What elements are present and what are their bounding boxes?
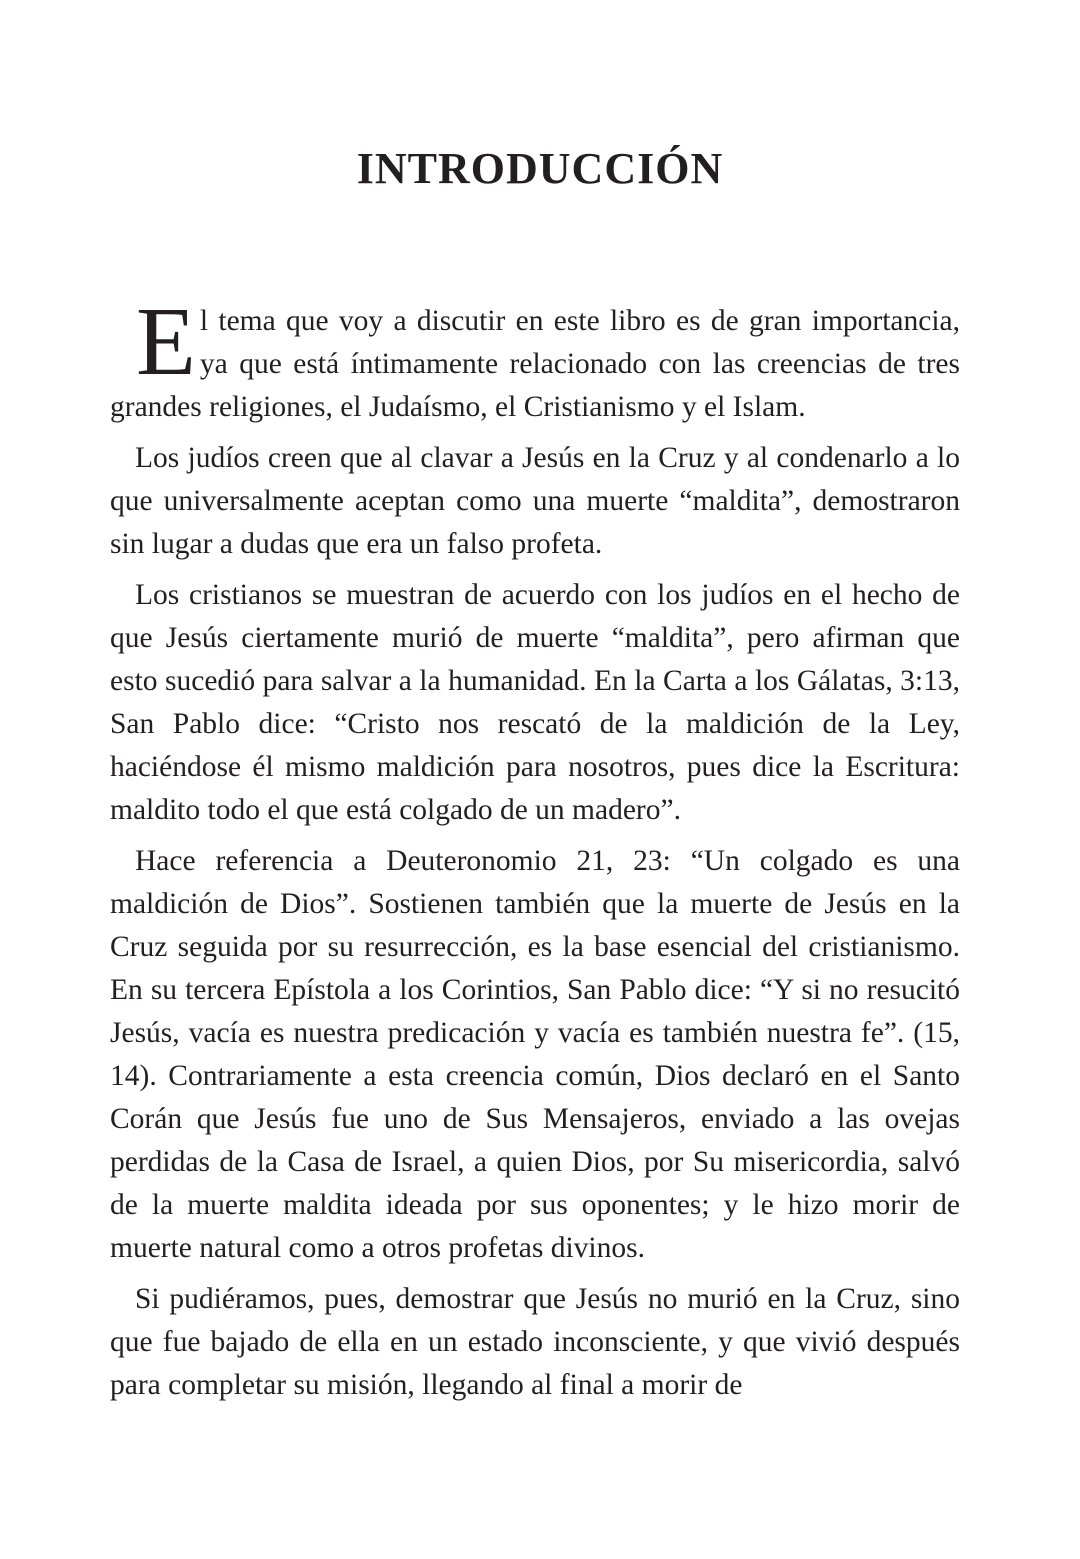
paragraph-1-text: l tema que voy a discutir en este libro es de gran importancia, ya que está íntimamente relacionado con las creencias de tres grandes religiones, el Judaísmo, el Cristianismo y el Islam. bbox=[110, 305, 960, 423]
paragraph-1 bbox=[110, 288, 960, 429]
chapter-title: INTRODUCCIÓN bbox=[356, 144, 724, 193]
drop-cap: E bbox=[136, 288, 196, 396]
paragraph-4-text: Hace referencia a Deuteronomio 21, 23: “Un colgado es una maldición de Dios”. Sostienen también que la muerte de Jesús en la Cruz seguida por su resurrección, es la base esencial del cristianismo. En su tercera Epístola a los Corintios, San Pablo dice: “Y si no resucitó Jesús, vacía es nuestra predicación y vacía es también nuestra fe”. (15, 14). Contrariamente a esta creencia común, Dios declaró en el Santo Corán que Jesús fue uno de Sus Mensajeros, enviado a las ovejas perdidas de la Casa de Israel, a quien Dios, por Su misericordia, salvó de la muerte maldita ideada por sus oponentes; y le hizo morir de muerte natural como a otros profetas divinos. bbox=[110, 845, 960, 1264]
paragraph-2-text: Los judíos creen que al clavar a Jesús en la Cruz y al condenarlo a lo que universalmente aceptan como una muerte “maldita”, demostraron sin lugar a dudas que era un falso profeta. bbox=[110, 442, 960, 560]
paragraph-3 bbox=[110, 574, 960, 832]
paragraph-5-text: Si pudiéramos, pues, demostrar que Jesús no murió en la Cruz, sino que fue bajado de ella en un estado inconsciente, y que vivió después para completar su misión, llegando al final a morir de bbox=[110, 1283, 960, 1401]
paragraph-4 bbox=[110, 840, 960, 1270]
paragraph-3-text: Los cristianos se muestran de acuerdo con los judíos en el hecho de que Jesús ciertamente murió de muerte “maldita”, pero afirman que esto sucedió para salvar a la humanidad. En la Carta a los Gálatas, 3:13, San Pablo dice: “Cristo nos rescató de la maldición de la Ley, haciéndose él mismo maldición para nosotros, pues dice la Escritura: maldito todo el que está colgado de un madero”. bbox=[110, 579, 960, 826]
paragraph-5 bbox=[110, 1278, 960, 1407]
body-text bbox=[110, 288, 960, 1415]
paragraph-2 bbox=[110, 437, 960, 566]
